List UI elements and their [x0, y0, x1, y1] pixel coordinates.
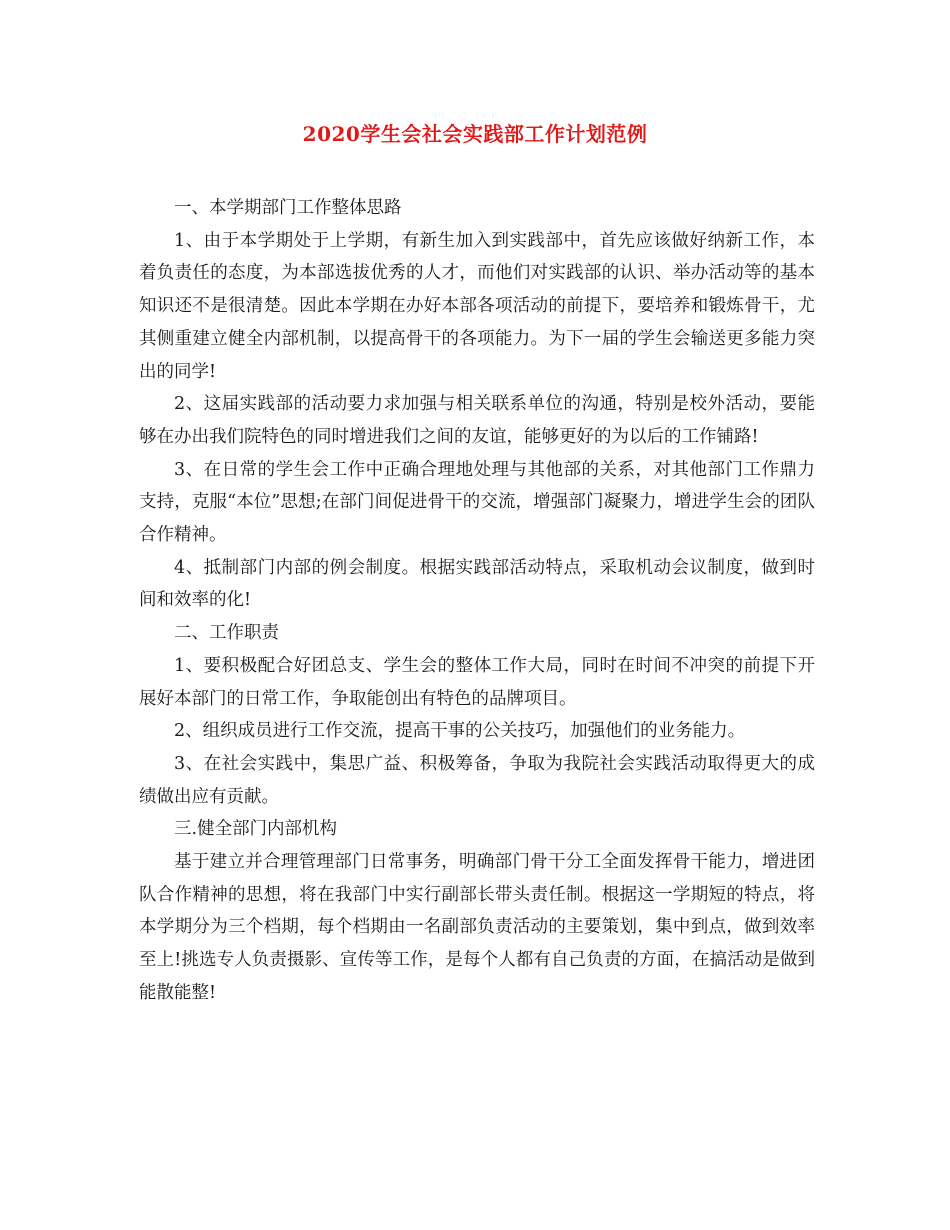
paragraph: 2、这届实践部的活动要力求加强与相关联系单位的沟通，特别是校外活动，要能够在办出我们院特色的同时增进我们之间的友谊，能够更好的为以后的工作铺路! — [139, 394, 815, 447]
paragraph: 3、在社会实践中，集思广益、积极筹备，争取为我院社会实践活动取得更大的成绩做出应有贡献。 — [139, 753, 815, 807]
paragraph: 2、组织成员进行工作交流，提高干事的公关技巧，加强他们的业务能力。 — [174, 721, 746, 742]
paragraph: 4、抵制部门内部的例会制度。根据实践部活动特点，采取机动会议制度，做到时间和效率的化! — [139, 557, 815, 611]
paragraph: 基于建立并合理管理部门日常事务，明确部门骨干分工全面发挥骨干能力，增进团队合作精神的思想，将在我部门中实行副部长带头责任制。根据这一学期短的特点，将本学期分为三个档期，每个档期由一名副部负责活动的主要策划，集中到点，做到效率至上!挑选专人负责摄影、宣传等工作，是每个人都有自己负责的方面，在搞活动是做到能散能整! — [139, 852, 815, 1003]
section-heading-3: 三.健全部门内部机构 — [174, 819, 338, 840]
section-heading-1: 一、本学期部门工作整体思路 — [174, 198, 402, 218]
document-title: 2020学生会社会实践部工作计划范例 — [302, 122, 648, 146]
paragraph: 3、在日常的学生会工作中正确合理地处理与其他部的关系，对其他部门工作鼎力支持，克服“本位”思想;在部门间促进骨干的交流，增强部门凝聚力，增进学生会的团队合作精神。 — [139, 459, 815, 546]
paragraph: 1、由于本学期处于上学期，有新生加入到实践部中，首先应该做好纳新工作，本着负责任的态度，为本部选拔优秀的人才，而他们对实践部的认识、举办活动等的基本知识还不是很清楚。因此本学期在办好本部各项活动的前提下，要培养和锻炼骨干，尤其侧重建立健全内部机制，以提高骨干的各项能力。为下一届的学生会输送更多能力突出的同学! — [139, 230, 815, 382]
section-heading-2: 二、工作职责 — [174, 623, 279, 644]
paragraph: 1、要积极配合好团总支、学生会的整体工作大局，同时在时间不冲突的前提下开展好本部门的日常工作，争取能创出有特色的品牌项目。 — [139, 655, 815, 709]
document-body — [139, 192, 815, 1010]
